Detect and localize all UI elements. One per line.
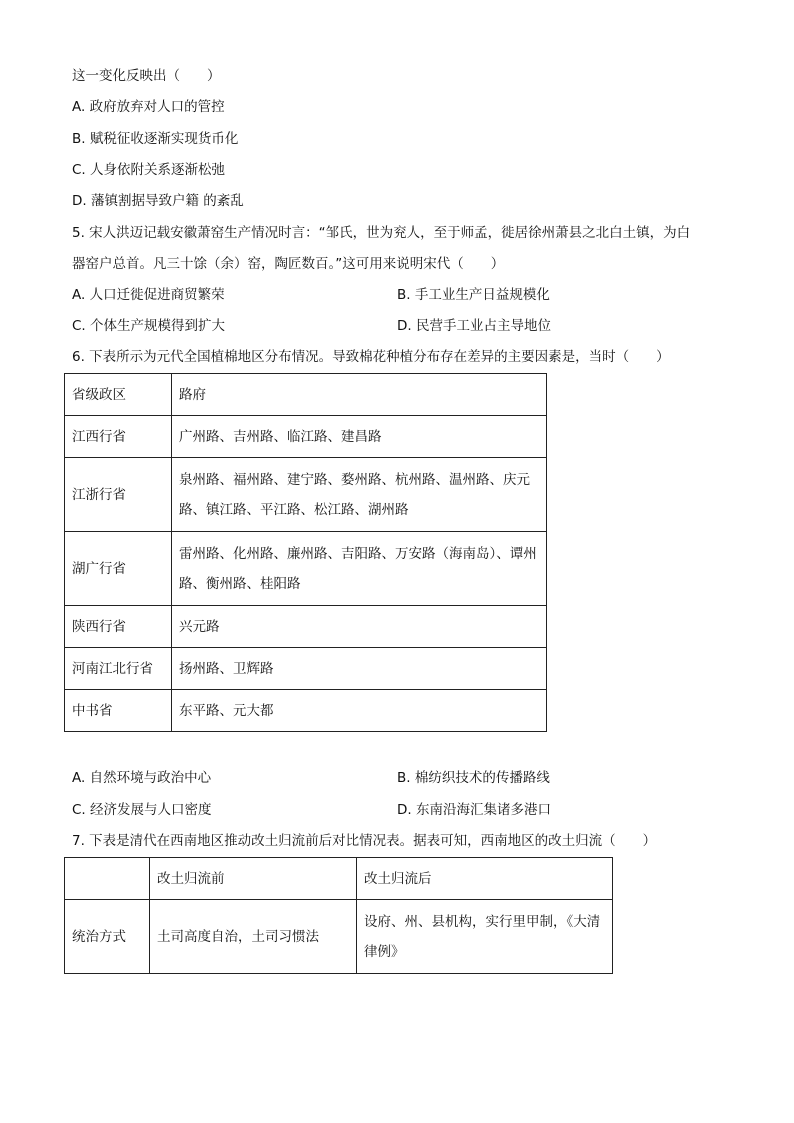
header-province: 省级政区 (65, 374, 172, 416)
cell-province: 湖广行省 (65, 532, 172, 606)
q5-option-b: B. 手工业生产日益规模化 (397, 287, 550, 303)
cell-governance: 统治方式 (65, 900, 150, 974)
q5-option-c: C. 个体生产规模得到扩大 (72, 318, 226, 334)
table-header-row (65, 374, 547, 416)
cell-province: 中书省 (65, 690, 172, 732)
cell-lufu: 扬州路、卫辉路 (172, 648, 547, 690)
table-row (65, 606, 547, 648)
cell-after: 设府、州、县机构，实行里甲制，《大清律例》 (357, 900, 613, 974)
q7-stem: 7. 下表是清代在西南地区推动改土归流前后对比情况表。据表可知，西南地区的改土归流（ ） (72, 833, 657, 849)
q4-option-b: B. 赋税征收逐渐实现货币化 (72, 131, 239, 147)
cell-before: 土司高度自治，土司习惯法 (150, 900, 357, 974)
q5-stem-line1: 5. 宋人洪迈记载安徽萧窑生产情况时言：“邹氏，世为兖人，至于师孟，徙居徐州萧县之北白土镇，为白 (72, 225, 691, 241)
q4-option-a: A. 政府放弃对人口的管控 (72, 99, 225, 115)
cell-lufu: 东平路、元大都 (172, 690, 547, 732)
reform-comparison-table (64, 857, 613, 974)
table-row (65, 458, 547, 532)
q6-stem: 6. 下表所示为元代全国植棉地区分布情况。导致棉花种植分布存在差异的主要因素是，当时（ ） (72, 349, 670, 365)
cell-lufu: 泉州路、福州路、建宁路、婺州路、杭州路、温州路、庆元路、镇江路、平江路、松江路、湖州路 (172, 458, 547, 532)
cell-province: 江浙行省 (65, 458, 172, 532)
q5-stem-line2: 器窑户总首。凡三十馀（余）窑，陶匠数百。”这可用来说明宋代（ ） (72, 256, 505, 272)
table-row (65, 690, 547, 732)
header-empty (65, 858, 150, 900)
cell-lufu: 兴元路 (172, 606, 547, 648)
q5-option-a: A. 人口迁徙促进商贸繁荣 (72, 287, 225, 303)
q4-option-d: D. 藩镇割据导致户籍 的紊乱 (72, 193, 244, 209)
q4-stem-tail: 这一变化反映出（ ） (72, 68, 221, 84)
table-row (65, 416, 547, 458)
q6-option-d: D. 东南沿海汇集诸多港口 (397, 802, 551, 818)
q6-option-c: C. 经济发展与人口密度 (72, 802, 212, 818)
header-after: 改土归流后 (357, 858, 613, 900)
cotton-distribution-table (64, 373, 547, 732)
cell-province: 江西行省 (65, 416, 172, 458)
q5-option-d: D. 民营手工业占主导地位 (397, 318, 551, 334)
header-before: 改土归流前 (150, 858, 357, 900)
cell-province: 陕西行省 (65, 606, 172, 648)
q6-option-b: B. 棉纺织技术的传播路线 (397, 770, 550, 786)
table-row (65, 648, 547, 690)
header-lufu: 路府 (172, 374, 547, 416)
cell-lufu: 雷州路、化州路、廉州路、吉阳路、万安路（海南岛）、谭州路、衡州路、桂阳路 (172, 532, 547, 606)
table-header-row (65, 858, 613, 900)
table-row (65, 900, 613, 974)
q4-option-c: C. 人身依附关系逐渐松弛 (72, 162, 226, 178)
cell-province: 河南江北行省 (65, 648, 172, 690)
q6-option-a: A. 自然环境与政治中心 (72, 770, 212, 786)
table-row (65, 532, 547, 606)
cell-lufu: 广州路、吉州路、临江路、建昌路 (172, 416, 547, 458)
